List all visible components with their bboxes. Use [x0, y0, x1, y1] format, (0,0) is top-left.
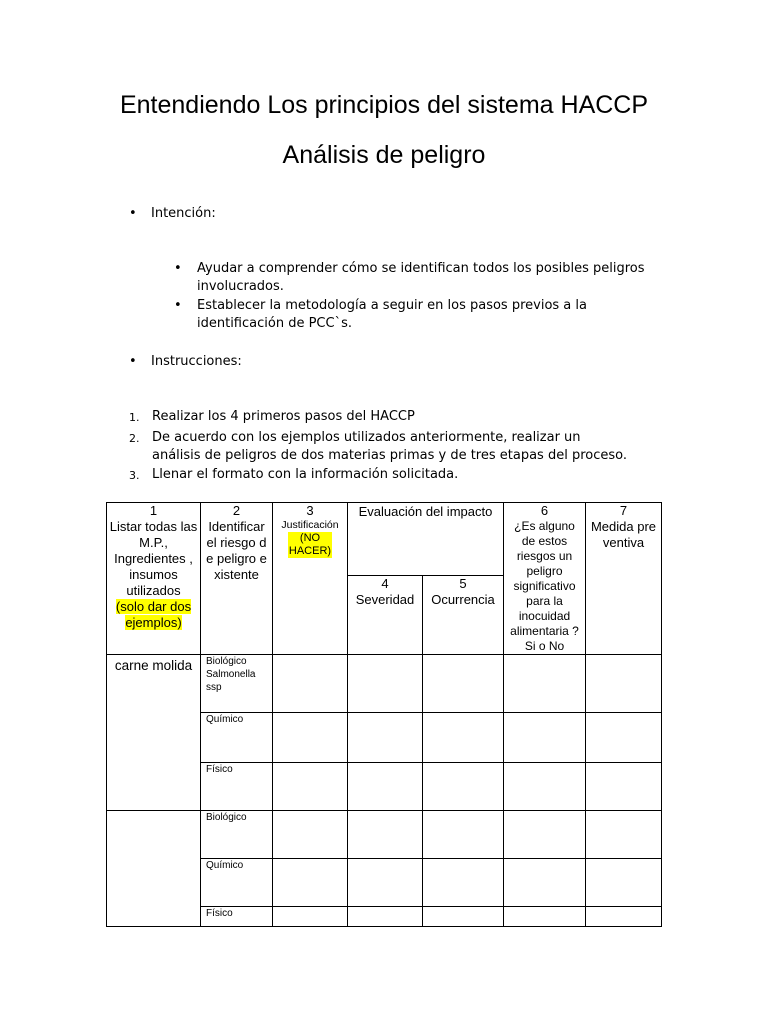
header-col7-number: 7 — [619, 503, 628, 518]
header-col1 — [107, 503, 201, 655]
table-row — [107, 811, 662, 859]
header-col7-text: Medida preventiva — [590, 519, 657, 550]
ocurrencia-cell[interactable] — [423, 859, 504, 907]
justificacion-cell[interactable] — [273, 655, 348, 713]
medida-cell[interactable] — [586, 811, 662, 859]
header-col1-text: Listar todas las M.P., Ingredientes , insumos utilizados — [109, 519, 198, 598]
riesgo-cell: Químico — [201, 859, 273, 907]
medida-cell[interactable] — [586, 655, 662, 713]
justificacion-cell[interactable] — [273, 859, 348, 907]
header-col1-number: 1 — [149, 503, 158, 518]
header-col3-number: 3 — [306, 503, 314, 518]
material-cell: carne molida — [107, 655, 201, 811]
medida-cell[interactable] — [586, 763, 662, 811]
hazard-analysis-table — [106, 502, 662, 927]
header-col5-number: 5 — [459, 576, 467, 592]
header-col6 — [504, 503, 586, 655]
step-number: 3. — [129, 469, 140, 482]
intencion-item: Ayudar a comprender cómo se identifican todos los posibles peligros involucrados. — [197, 261, 645, 294]
justificacion-cell[interactable] — [273, 763, 348, 811]
bullet-dot-icon: • — [129, 354, 137, 369]
page-subtitle: Análisis de peligro — [282, 141, 486, 169]
significativo-cell[interactable] — [504, 655, 586, 713]
header-col4-text: Severidad — [355, 592, 415, 608]
justificacion-cell[interactable] — [273, 907, 348, 927]
table-row — [107, 655, 662, 713]
severidad-cell[interactable] — [348, 763, 423, 811]
ocurrencia-cell[interactable] — [423, 763, 504, 811]
severidad-cell[interactable] — [348, 811, 423, 859]
riesgo-cell: Físico — [201, 907, 273, 927]
header-col4-number: 4 — [381, 576, 389, 592]
step-text: Realizar los 4 primeros pasos del HACCP — [152, 409, 415, 424]
significativo-cell[interactable] — [504, 763, 586, 811]
riesgo-cell: Químico — [201, 713, 273, 763]
header-col6-text: ¿Es alguno de estos riesgos un peligro significativo para la inocuidad alimentaria ? Si o No — [510, 519, 579, 653]
medida-cell[interactable] — [586, 907, 662, 927]
significativo-cell[interactable] — [504, 713, 586, 763]
significativo-cell[interactable] — [504, 859, 586, 907]
ocurrencia-cell[interactable] — [423, 713, 504, 763]
riesgo-cell: Biológico Salmonella ssp — [201, 655, 273, 713]
header-col5-text: Ocurrencia — [431, 592, 495, 608]
intencion-label: Intención: — [151, 206, 216, 221]
step-number: 2. — [129, 432, 140, 445]
instrucciones-label: Instrucciones: — [151, 354, 242, 369]
intencion-item: Establecer la metodología a seguir en los pasos previos a la identificación de PCC`s. — [197, 298, 587, 331]
ocurrencia-cell[interactable] — [423, 811, 504, 859]
header-col2-number: 2 — [232, 503, 241, 518]
step-text: Llenar el formato con la información solicitada. — [152, 467, 459, 482]
header-col7 — [586, 503, 662, 655]
header-col2 — [201, 503, 273, 655]
medida-cell[interactable] — [586, 713, 662, 763]
significativo-cell[interactable] — [504, 907, 586, 927]
bullet-dot-icon: • — [174, 298, 182, 313]
bullet-dot-icon: • — [174, 261, 182, 276]
header-evaluacion: Evaluación del impacto — [348, 503, 504, 576]
header-col3-highlight: (NO HACER) — [288, 532, 332, 557]
material-cell[interactable] — [107, 811, 201, 927]
ocurrencia-cell[interactable] — [423, 907, 504, 927]
justificacion-cell[interactable] — [273, 811, 348, 859]
severidad-cell[interactable] — [348, 859, 423, 907]
severidad-cell[interactable] — [348, 907, 423, 927]
header-col2-text: Identificar el riesgo de peligro existente — [206, 519, 267, 582]
severidad-cell[interactable] — [348, 655, 423, 713]
medida-cell[interactable] — [586, 859, 662, 907]
header-col3 — [273, 503, 348, 655]
bullet-dot-icon: • — [129, 206, 137, 221]
header-col5 — [423, 576, 504, 655]
ocurrencia-cell[interactable] — [423, 655, 504, 713]
justificacion-cell[interactable] — [273, 713, 348, 763]
significativo-cell[interactable] — [504, 811, 586, 859]
step-number: 1. — [129, 411, 140, 424]
riesgo-cell: Biológico — [201, 811, 273, 859]
header-col3-text: Justificación — [281, 519, 339, 531]
step-text: De acuerdo con los ejemplos utilizados anteriormente, realizar un análisis de peligros de dos materias primas y de tres etapas del proceso. — [152, 430, 627, 463]
header-col4 — [348, 576, 423, 655]
header-col1-highlight: (solo dar dos ejemplos) — [115, 599, 192, 630]
riesgo-cell: Físico — [201, 763, 273, 811]
severidad-cell[interactable] — [348, 713, 423, 763]
header-col6-number: 6 — [540, 503, 549, 518]
page-title: Entendiendo Los principios del sistema HACCP — [119, 91, 649, 119]
